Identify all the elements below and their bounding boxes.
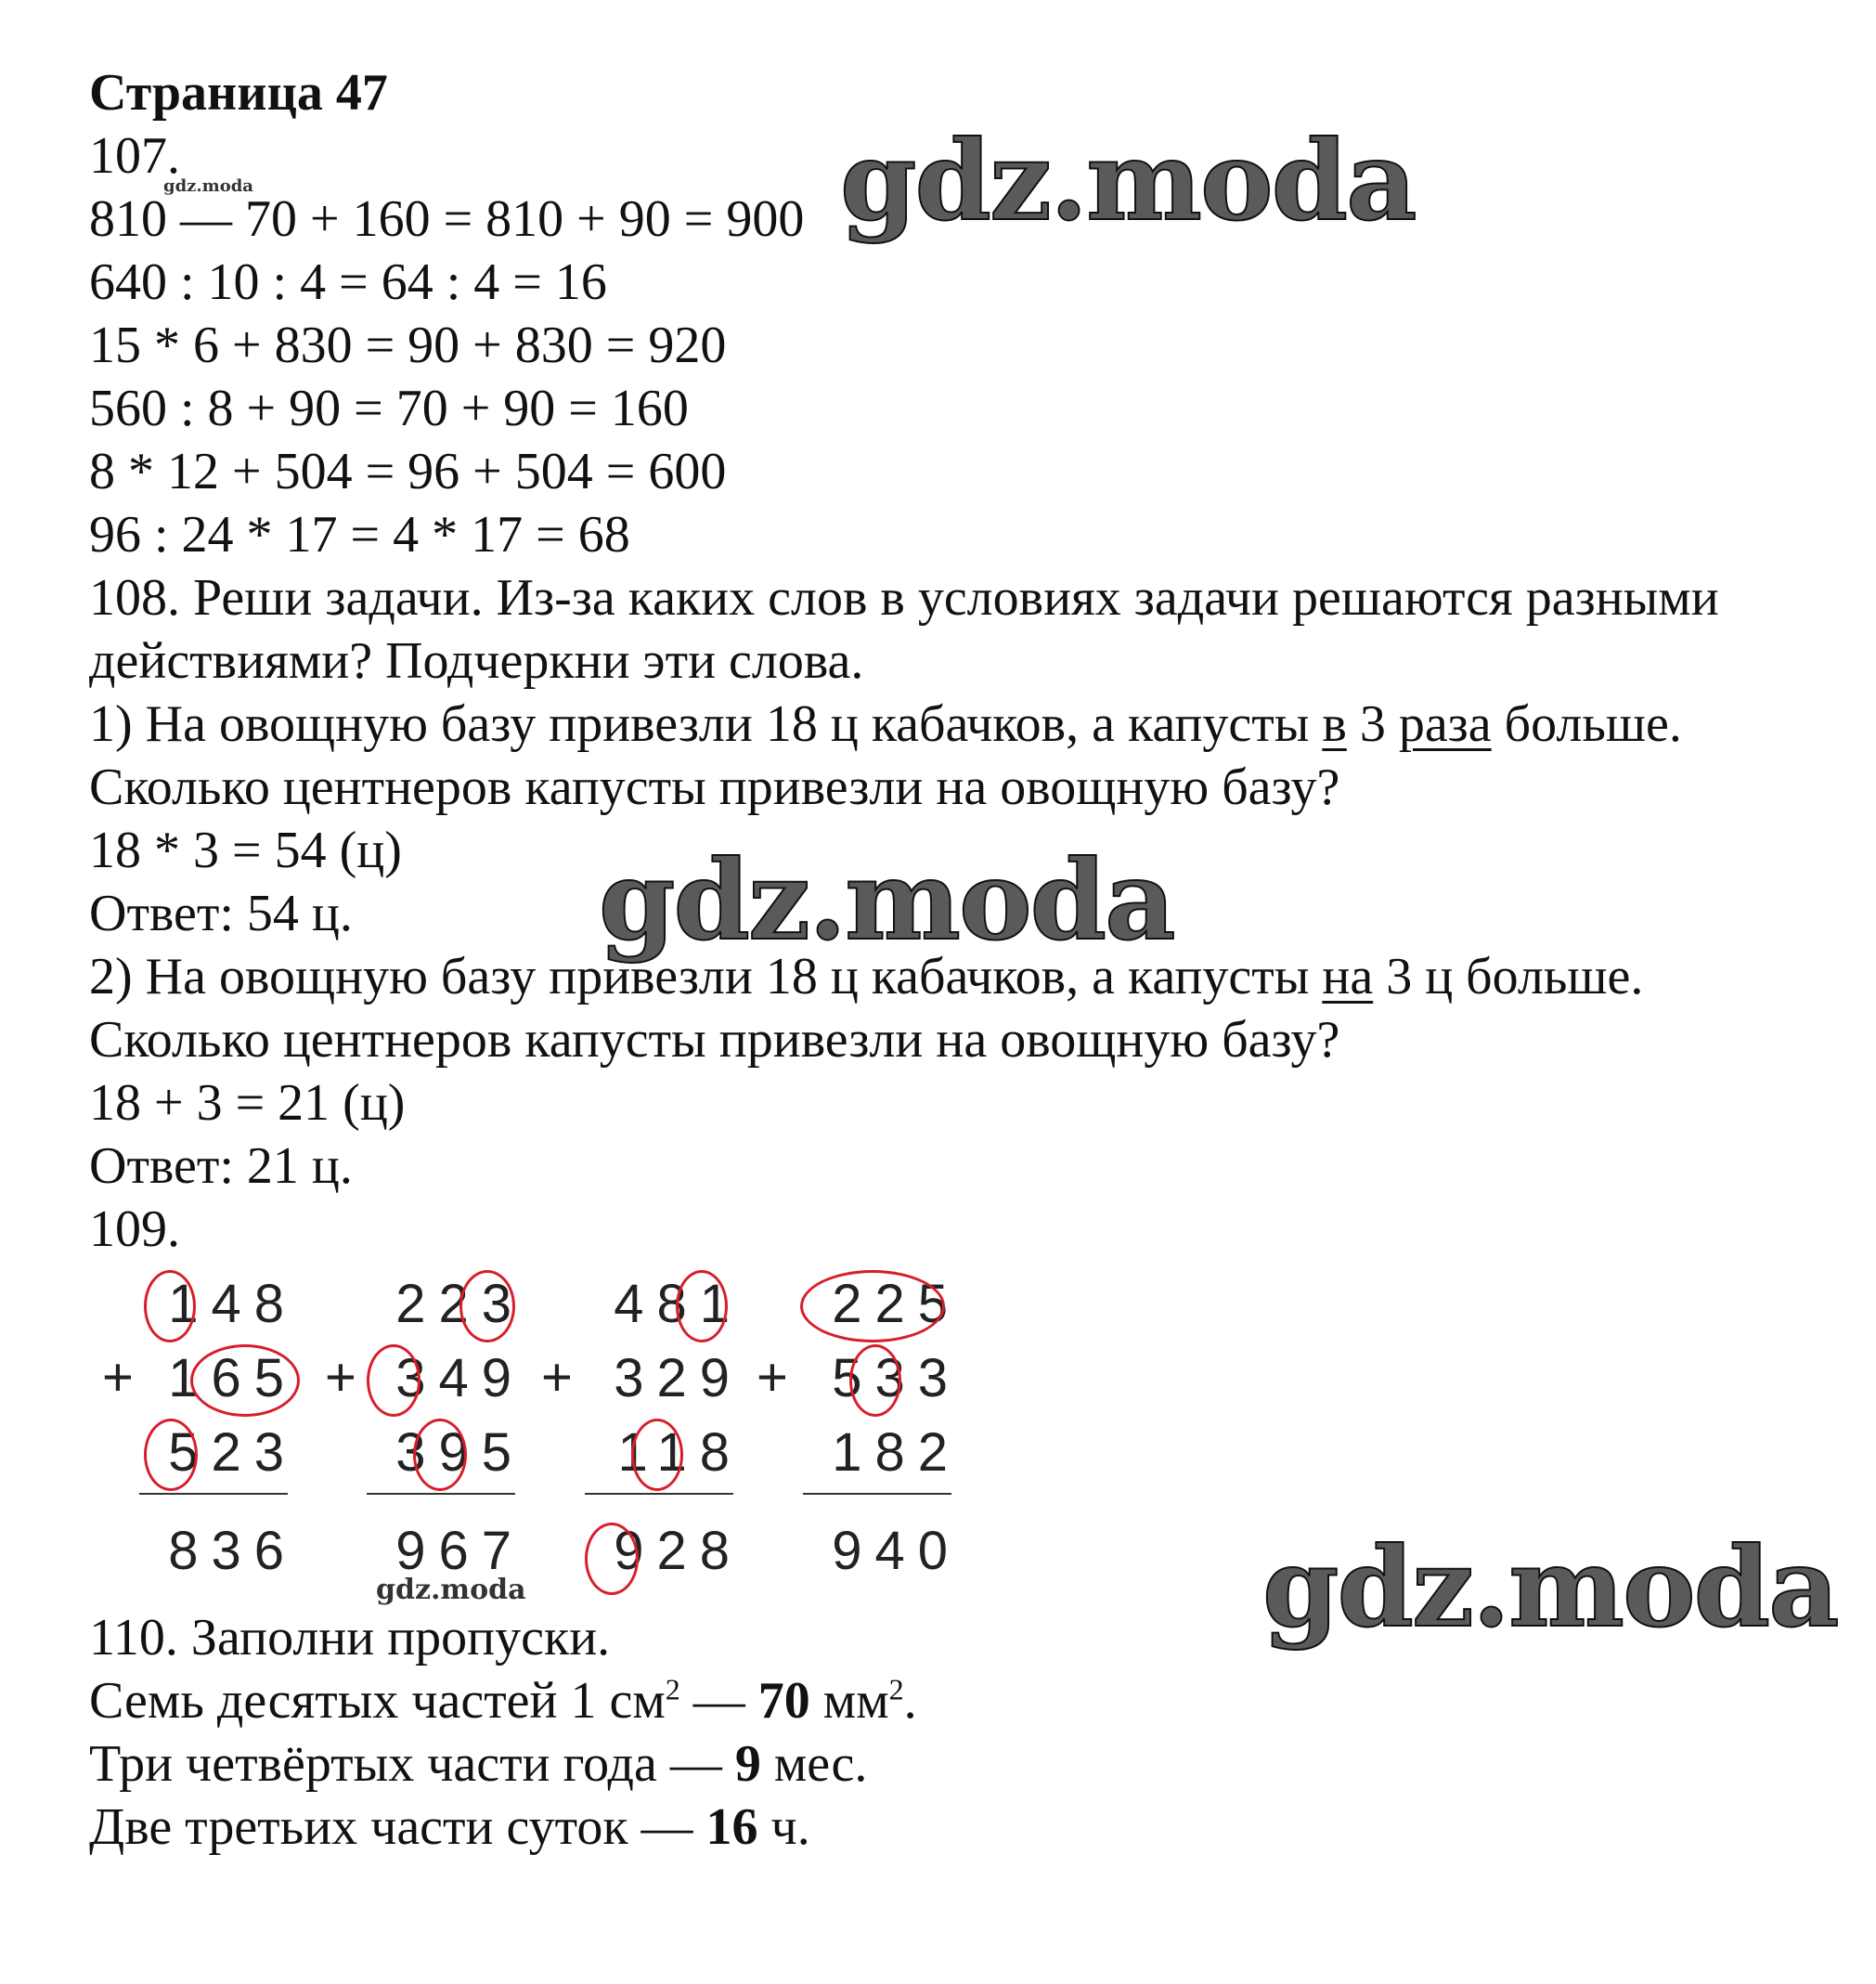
- l1-sup2: 2: [888, 1672, 904, 1706]
- task-107-line-2: 640 : 10 : 4 = 64 : 4 = 16: [89, 253, 607, 311]
- col4-row3: 182: [832, 1422, 961, 1483]
- task-110-title: 110. Заполни пропуски.: [89, 1609, 611, 1666]
- task-108-problem-1-solution: 18 * 3 = 54 (ц): [89, 822, 402, 879]
- col2-row1: 223: [395, 1274, 524, 1334]
- task-109-number: 109.: [89, 1200, 180, 1258]
- watermark-middle: gdz.moda: [599, 836, 1174, 965]
- col3-row3: 118: [617, 1422, 743, 1483]
- red-circle-mark: [144, 1270, 196, 1342]
- col4-sum-rule: [803, 1493, 951, 1495]
- l1-answer: 70: [757, 1672, 810, 1730]
- task-108-problem-1-question: Сколько центнеров капусты привезли на овощную базу?: [89, 759, 1340, 816]
- red-circle-mark: [459, 1270, 515, 1342]
- task-108-problem-2-solution: 18 + 3 = 21 (ц): [89, 1074, 406, 1132]
- l1-dash: —: [679, 1672, 758, 1730]
- col2-row2: 349: [395, 1348, 524, 1408]
- p1-underlined-raza: раза: [1398, 695, 1492, 753]
- red-circle-mark: [585, 1523, 639, 1595]
- task-108-problem-2-answer: Ответ: 21 ц.: [89, 1137, 353, 1195]
- col1-row1: 148: [168, 1274, 297, 1334]
- l1-dot: .: [903, 1672, 917, 1730]
- l1-sup: 2: [665, 1672, 680, 1706]
- l3-text-b: ч.: [757, 1798, 810, 1856]
- col3-sum: 928: [614, 1521, 743, 1581]
- red-circle-mark: [144, 1419, 198, 1491]
- page-title: Страница 47: [89, 64, 388, 122]
- p1-underlined-v: в: [1322, 695, 1347, 753]
- col3-row2: 329: [614, 1348, 743, 1408]
- l2-answer: 9: [734, 1735, 761, 1793]
- p1-text-c: больше.: [1491, 695, 1682, 753]
- task-108-problem-1-answer: Ответ: 54 ц.: [89, 885, 353, 942]
- col3-plus: +: [541, 1347, 573, 1407]
- l2-text-b: мес.: [760, 1735, 868, 1793]
- task-108-problem-2-question: Сколько центнеров капусты привезли на овощную базу?: [89, 1011, 1340, 1069]
- l1-text-a: Семь десятых частей 1 см: [89, 1672, 666, 1730]
- col1-plus: +: [102, 1347, 134, 1407]
- p2-underlined-na: на: [1322, 948, 1374, 1005]
- task-107-line-4: 560 : 8 + 90 = 70 + 90 = 160: [89, 380, 689, 437]
- l3-answer: 16: [705, 1798, 758, 1856]
- task-107-line-6: 96 : 24 * 17 = 4 * 17 = 68: [89, 506, 630, 564]
- task-110-line-3: [89, 1796, 810, 1859]
- p1-text-b: 3: [1346, 695, 1399, 753]
- col2-sum: 967: [395, 1521, 524, 1581]
- red-circle-mark: [800, 1270, 945, 1342]
- l1-unit: мм: [809, 1672, 889, 1730]
- watermark-small: gdz.moda: [376, 1574, 526, 1606]
- l2-text-a: Три четвёртых части года —: [89, 1735, 735, 1793]
- task-110-line-1: [89, 1669, 917, 1732]
- task-108-prompt-1: 108. Реши задачи. Из-за каких слов в условиях задачи решаются разными: [89, 569, 1719, 627]
- red-circle-mark: [631, 1419, 683, 1491]
- watermark-bottom: gdz.moda: [1262, 1523, 1838, 1652]
- col1-sum-rule: [139, 1493, 288, 1495]
- red-circle-mark: [413, 1419, 467, 1491]
- col2-sum-rule: [367, 1493, 515, 1495]
- p1-text-a: 1) На овощную базу привезли 18 ц кабачков, а капусты: [89, 695, 1323, 753]
- col3-row1: 481: [614, 1274, 743, 1334]
- red-circle-mark: [367, 1344, 420, 1417]
- col1-sum: 836: [168, 1521, 297, 1581]
- red-circle-mark: [849, 1344, 901, 1417]
- col4-row2: 533: [832, 1348, 961, 1408]
- col4-sum: 940: [832, 1521, 961, 1581]
- task-107-line-3: 15 * 6 + 830 = 90 + 830 = 920: [89, 317, 727, 374]
- l3-text-a: Две третьих части суток —: [89, 1798, 706, 1856]
- task-107-line-1: 810 — 70 + 160 = 810 + 90 = 900: [89, 190, 805, 248]
- red-circle-mark: [676, 1270, 728, 1342]
- task-110-line-2: [89, 1732, 867, 1796]
- watermark-tiny: gdz.moda: [163, 176, 253, 196]
- col2-plus: +: [325, 1347, 356, 1407]
- task-108-prompt-2: действиями? Подчеркни эти слова.: [89, 632, 864, 690]
- col1-row2: 165: [168, 1348, 297, 1408]
- task-107-line-5: 8 * 12 + 504 = 96 + 504 = 600: [89, 443, 727, 500]
- col3-sum-rule: [585, 1493, 733, 1495]
- watermark-top: gdz.moda: [840, 116, 1416, 245]
- task-107-number: 107.: [89, 127, 180, 185]
- col4-plus: +: [757, 1347, 788, 1407]
- task-108-problem-1: [89, 693, 1682, 756]
- p2-text-b: 3 ц больше.: [1373, 948, 1644, 1005]
- p2-text-a: 2) На овощную базу привезли 18 ц кабачков, а капусты: [89, 948, 1323, 1005]
- red-circle-mark: [190, 1344, 300, 1417]
- col1-row3: 523: [168, 1422, 297, 1483]
- col2-row3: 395: [395, 1422, 524, 1483]
- col4-row1: 225: [832, 1274, 961, 1334]
